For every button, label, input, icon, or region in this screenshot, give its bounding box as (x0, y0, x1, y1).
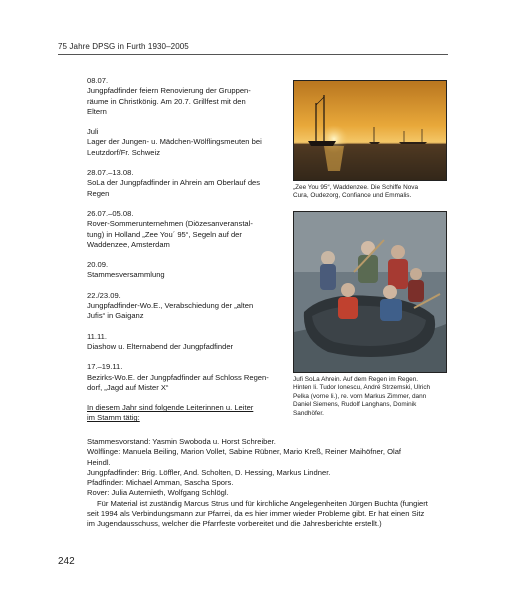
entry-date: 20.09. (87, 260, 109, 270)
caption-line: Daniel Siemens, Rudolf Langhans, Dominik (293, 401, 417, 409)
material-line: Für Material ist zuständig Marcus Strus und für kirchliche Angelegenheiten Jürgen Buchta (fungiert (97, 498, 428, 508)
entry-text: dorf, „Jagd auf Mister X“ (87, 382, 169, 392)
chronicle-entry (87, 260, 282, 281)
chronicle-entry (87, 291, 282, 322)
entry-date: 28.07.–13.08. (87, 168, 134, 178)
entry-text: Rover-Sommerunternehmen (Diözesanveranstal- (87, 219, 253, 229)
chronicle-entry (87, 76, 282, 117)
entry-text: tung) in Holland „Zee You´ 95“, Segeln auf der (87, 229, 242, 239)
entry-date: 08.07. (87, 76, 109, 85)
entry-date: Juli (87, 127, 99, 137)
material-line: seit 1994 als Verbindungsmann zur Pfarrei, da es hier immer wieder Probleme gibt. Er hat einen Sitz (87, 509, 425, 519)
leiter-line: Jungpfadfinder: Brig. Löffler, And. Scholten, D. Hessing, Markus Lindner. (87, 467, 331, 477)
raft-photo (293, 211, 447, 373)
leiter-heading-line: In diesem Jahr sind folgende Leiterinnen u. Leiter (87, 403, 254, 413)
caption-line: „Zee You 95“, Waddenzee. Die Schiffe Nova (293, 184, 419, 191)
chronicle-entry (87, 362, 282, 393)
caption-line: Hinten li. Tudor Ionescu, André Strzemski, Ulrich (293, 384, 431, 392)
entry-text: Lager der Jungen- u. Mädchen-Wölflingsmeuten bei (87, 137, 262, 147)
entry-text: SoLa der Jungpfadfinder in Ahrein am Oberlauf des (87, 178, 261, 188)
caption-line: Sandhöfer. (293, 409, 324, 417)
material-line: im Jugendausschuss, welcher die Pfarrfeste vorbereitet und die Jahresberichte erstellt.) (87, 519, 382, 529)
chronicle-entry (87, 127, 282, 158)
entry-text: Jungpfadfinder feiern Renovierung der Gruppen- (87, 86, 251, 96)
leiter-line: Stammesvorstand: Yasmin Swoboda u. Horst Schreiber. (87, 437, 276, 446)
caption-line: Jufi SoLa Ahrein. Auf dem Regen im Regen. (293, 376, 419, 383)
entry-date: 11.11. (87, 331, 107, 341)
leiter-line: Pfadfinder: Michael Amman, Sascha Spors. (87, 478, 234, 488)
leiter-line: Wölflinge: Manuela Beiling, Marion Vollet, Sabine Rübner, Mario Kreß, Reiner Maihöfner, Olaf (87, 447, 402, 457)
chronicle-entry (87, 332, 282, 353)
leiter-heading (87, 403, 282, 424)
page-number: 242 (58, 556, 75, 567)
sailing-caption (293, 184, 448, 201)
running-header: 75 Jahre DPSG in Furth 1930–2005 (58, 42, 189, 51)
entry-date: 26.07.–05.08. (87, 208, 134, 218)
header-divider (58, 54, 448, 55)
leiter-list (87, 437, 452, 530)
chronicle-entry (87, 209, 282, 250)
entry-text: Jungpfadfinder-Wo.E., Verabschiedung der „alten (87, 301, 254, 311)
leiter-line: Rover: Julia Auternieth, Wolfgang Schlögl. (87, 488, 229, 498)
entry-text: Jufis“ in Gaiganz (87, 311, 144, 321)
entry-text: Leutzdorf/Fr. Schweiz (87, 147, 161, 157)
entry-text: Eltern (87, 106, 107, 116)
entry-text: Regen (87, 188, 110, 198)
raft-caption (293, 376, 453, 418)
chronicle-entries (87, 76, 282, 424)
leiter-heading-line: im Stamm tätig: (87, 413, 140, 423)
entry-text: Bezirks-Wo.E. der Jungpfadfinder auf Schloss Regen- (87, 372, 269, 382)
entry-date: 22./23.09. (87, 290, 121, 300)
leiter-line: Heindl. (87, 457, 111, 467)
entry-date: 17.–19.11. (87, 362, 123, 372)
chronicle-entry (87, 168, 282, 199)
entry-text: Stammesversammlung (87, 270, 165, 280)
caption-line: Pelka (vorne li.), re. vorn Markus Zimmer, dann (293, 392, 427, 400)
entry-text: Waddenzee, Amsterdam (87, 239, 170, 249)
entry-text: räume in Christkönig. Am 20.7. Grillfest mit den (87, 96, 246, 106)
entry-text: Diashow u. Elternabend der Jungpfadfinder (87, 341, 234, 351)
sailing-photo (293, 80, 447, 181)
caption-line: Cura, Oudezorg, Confiance und Emmalis. (293, 192, 412, 200)
